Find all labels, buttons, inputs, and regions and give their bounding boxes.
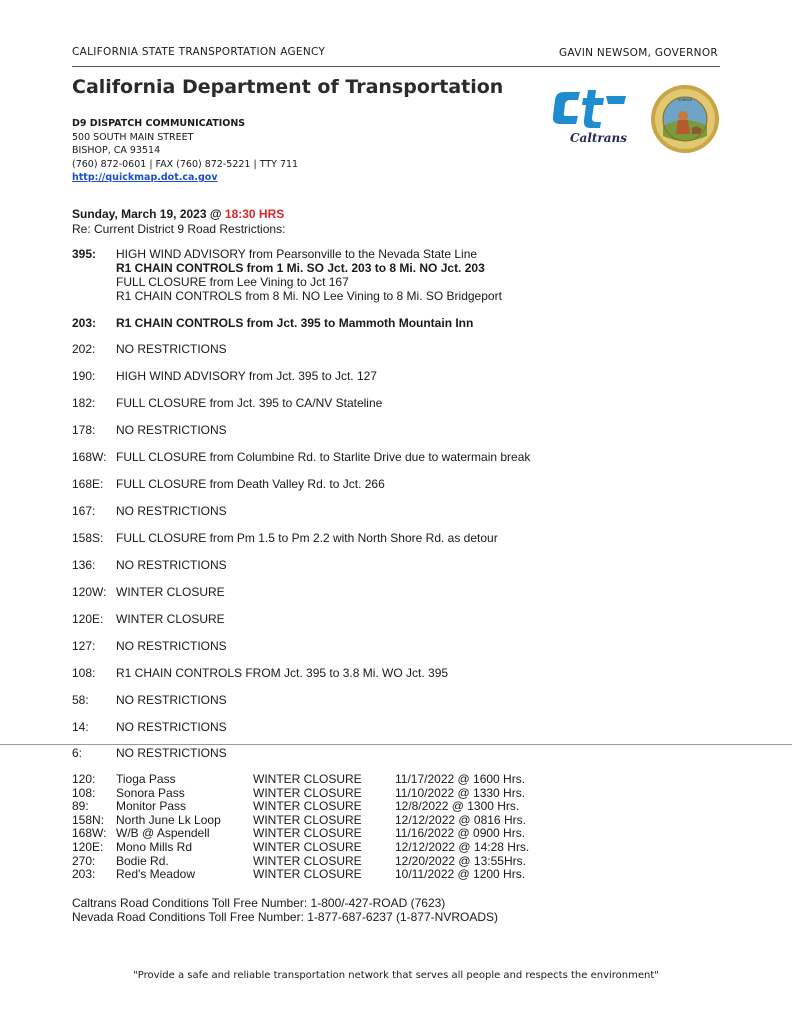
pass-closure-date: 11/16/2022 @ 0900 Hrs.: [395, 826, 526, 841]
caltrans-wordmark: Caltrans: [570, 131, 628, 145]
route-number: 168E:: [72, 477, 104, 491]
route-number: 202:: [72, 342, 96, 356]
nevada-toll-free: Nevada Road Conditions Toll Free Number: 1-877-687-6237 (1-877-NVROADS): [72, 910, 498, 924]
pass-status: WINTER CLOSURE: [253, 839, 362, 854]
pass-name: Monitor Pass: [116, 799, 187, 814]
route-status: [116, 316, 473, 330]
office-phones: (760) 872-0601 | FAX (760) 872-5221 | TTY 711: [72, 158, 299, 170]
route-status: [116, 423, 227, 437]
route-status-line: R1 CHAIN CONTROLS from 8 Mi. NO Lee Vining to 8 Mi. SO Bridgeport: [116, 289, 502, 303]
route-status: [116, 585, 225, 599]
pass-route: 270:: [72, 853, 96, 868]
pass-status: WINTER CLOSURE: [253, 812, 362, 827]
route-status: [116, 247, 502, 303]
pass-name: Mono Mills Rd: [116, 839, 193, 854]
route-status-line: HIGH WIND ADVISORY from Pearsonville to the Nevada State Line: [116, 247, 478, 261]
pass-route: 120:: [72, 772, 96, 786]
route-status: [116, 531, 498, 545]
route-status-line: NO RESTRICTIONS: [116, 558, 227, 572]
header-divider: [72, 66, 720, 67]
agency-name: CALIFORNIA STATE TRANSPORTATION AGENCY: [72, 46, 326, 58]
pass-status: WINTER CLOSURE: [253, 799, 362, 814]
route-status-line: NO RESTRICTIONS: [116, 504, 227, 518]
pass-closure-date: 12/8/2022 @ 1300 Hrs.: [395, 799, 520, 814]
bulletin-subject: Re: Current District 9 Road Restrictions:: [72, 222, 286, 236]
caltrans-logo: [552, 86, 632, 148]
pass-status: WINTER CLOSURE: [253, 853, 362, 868]
office-name: D9 DISPATCH COMMUNICATIONS: [72, 118, 246, 129]
route-number: 136:: [72, 558, 96, 572]
route-status-line: FULL CLOSURE from Death Valley Rd. to Jct. 266: [116, 477, 385, 491]
bulletin-date-text: Sunday, March 19, 2023 @: [72, 207, 225, 221]
route-status-line: NO RESTRICTIONS: [116, 423, 227, 437]
route-status-line: NO RESTRICTIONS: [116, 693, 227, 707]
route-number: 203:: [72, 316, 97, 330]
route-status: [116, 666, 448, 680]
route-status: [116, 693, 227, 707]
route-status-line: NO RESTRICTIONS: [116, 720, 227, 734]
caltrans-toll-free: Caltrans Road Conditions Toll Free Number: 1-800/-427-ROAD (7623): [72, 896, 446, 910]
route-status: [116, 342, 227, 356]
route-status-line: R1 CHAIN CONTROLS FROM Jct. 395 to 3.8 Mi. WO Jct. 395: [116, 666, 449, 680]
route-status: [116, 720, 227, 734]
pass-closure-date: 11/10/2022 @ 1330 Hrs.: [395, 785, 526, 800]
pass-route: 108:: [72, 785, 96, 800]
pass-status: WINTER CLOSURE: [253, 772, 362, 786]
pass-route: 203:: [72, 867, 96, 882]
route-status-line: R1 CHAIN CONTROLS from 1 Mi. SO Jct. 203 to 8 Mi. NO Jct. 203: [116, 261, 485, 275]
route-status-line: NO RESTRICTIONS: [116, 746, 227, 760]
route-status: [116, 639, 227, 653]
route-status-line: NO RESTRICTIONS: [116, 342, 227, 356]
quickmap-link[interactable]: http://quickmap.dot.ca.gov: [72, 172, 218, 183]
section-divider: [0, 744, 792, 745]
pass-name: Tioga Pass: [116, 772, 176, 786]
california-seal: [650, 84, 720, 154]
pass-status: WINTER CLOSURE: [253, 826, 362, 841]
pass-route: 120E:: [72, 839, 104, 854]
mission-statement: "Provide a safe and reliable transportation network that serves all people and respects the environment": [133, 970, 659, 981]
pass-closure-date: 12/12/2022 @ 0816 Hrs.: [395, 812, 526, 827]
route-number: 108:: [72, 666, 96, 680]
pass-route: 89:: [72, 799, 89, 814]
pass-route: 158N:: [72, 812, 105, 827]
governor-name: GAVIN NEWSOM, GOVERNOR: [559, 47, 718, 59]
route-number: 395:: [72, 247, 97, 261]
route-number: 182:: [72, 396, 96, 410]
route-number: 120E:: [72, 612, 104, 626]
route-number: 190:: [72, 369, 96, 383]
route-number: 158S:: [72, 531, 104, 545]
office-city: BISHOP, CA 93514: [72, 145, 161, 156]
route-number: 6:: [72, 746, 83, 760]
route-number: 58:: [72, 693, 89, 707]
pass-name: W/B @ Aspendell: [116, 826, 210, 841]
pass-status: WINTER CLOSURE: [253, 867, 362, 882]
office-street: 500 SOUTH MAIN STREET: [72, 131, 194, 143]
route-number: 120W:: [72, 585, 107, 599]
pass-closure-date: 12/12/2022 @ 14:28 Hrs.: [395, 839, 530, 854]
bulletin-date: [72, 207, 284, 221]
route-status-line: FULL CLOSURE from Columbine Rd. to Starlite Drive due to watermain break: [116, 450, 531, 464]
route-number: 167:: [72, 504, 96, 518]
route-status-line: R1 CHAIN CONTROLS from Jct. 395 to Mammoth Mountain Inn: [116, 316, 474, 330]
pass-name: Sonora Pass: [116, 785, 185, 800]
pass-name: North June Lk Loop: [116, 812, 221, 827]
route-status: [116, 504, 227, 518]
pass-closure-date: 12/20/2022 @ 13:55Hrs.: [395, 853, 526, 868]
pass-closure-date: 11/17/2022 @ 1600 Hrs.: [395, 772, 526, 786]
pass-name: Bodie Rd.: [116, 853, 169, 868]
route-status-line: NO RESTRICTIONS: [116, 639, 227, 653]
route-status: [116, 450, 530, 464]
route-status-line: FULL CLOSURE from Pm 1.5 to Pm 2.2 with North Shore Rd. as detour: [116, 531, 498, 545]
seal-motto: EUREKA: [677, 98, 693, 102]
pass-route: 168W:: [72, 826, 107, 841]
route-number: 178:: [72, 423, 96, 437]
route-status-line: HIGH WIND ADVISORY from Jct. 395 to Jct. 127: [116, 369, 377, 383]
route-status-line: WINTER CLOSURE: [116, 585, 225, 599]
route-status: [116, 612, 225, 626]
route-status: [116, 396, 382, 410]
route-status-line: WINTER CLOSURE: [116, 612, 225, 626]
route-number: 168W:: [72, 450, 107, 464]
bulletin-time: 18:30 HRS: [224, 207, 285, 221]
route-status-line: FULL CLOSURE from Lee Vining to Jct 167: [116, 275, 349, 289]
route-status: [116, 746, 227, 760]
pass-name: Red's Meadow: [116, 867, 195, 882]
route-status: [116, 369, 377, 383]
pass-closure-date: 10/11/2022 @ 1200 Hrs.: [395, 867, 526, 882]
route-status-line: FULL CLOSURE from Jct. 395 to CA/NV Stateline: [116, 396, 383, 410]
route-status: [116, 477, 385, 491]
route-number: 127:: [72, 639, 96, 653]
department-title: California Department of Transportation: [72, 76, 504, 98]
toll-free-numbers: [72, 896, 498, 924]
pass-status: WINTER CLOSURE: [253, 785, 362, 800]
route-number: 14:: [72, 720, 89, 734]
office-address-block: [72, 117, 298, 185]
route-status: [116, 558, 227, 572]
